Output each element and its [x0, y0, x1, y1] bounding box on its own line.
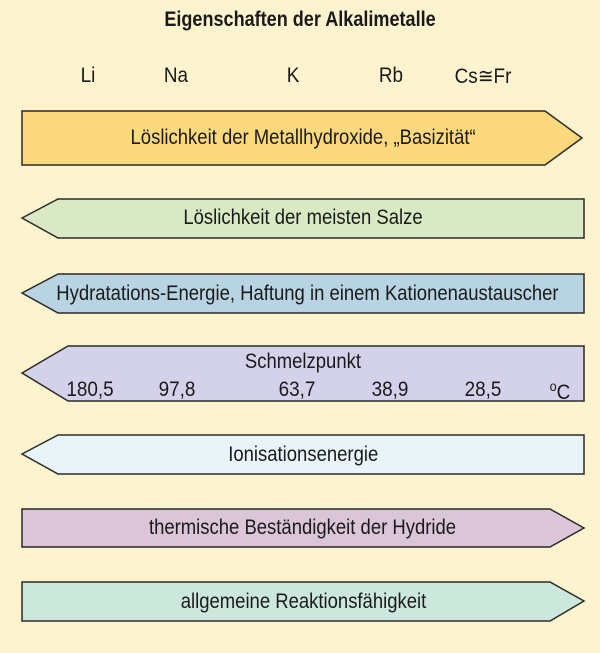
element-label-li: Li — [80, 64, 96, 87]
element-label-na: Na — [163, 64, 189, 87]
melting-point-na: 97,8 — [158, 378, 196, 401]
arrow-label-salt-solubility: Löslichkeit der meisten Salze — [183, 206, 423, 229]
melting-point-rb: 38,9 — [371, 378, 409, 401]
melting-point-unit — [550, 378, 571, 405]
melting-point-li: 180,5 — [66, 378, 114, 401]
celsius-unit: C — [556, 381, 571, 404]
arrow-label-melting-point: Schmelzpunkt — [244, 350, 362, 373]
element-label-rb: Rb — [378, 64, 404, 87]
melting-point-k: 63,7 — [278, 378, 316, 401]
arrow-label-reactivity: allgemeine Reaktionsfähigkeit — [180, 590, 426, 613]
element-label-cs-fr: Cs≅Fr — [454, 65, 512, 88]
arrow-label-ionization-energy: Ionisationsenergie — [227, 443, 378, 466]
melting-point-cs: 28,5 — [464, 378, 502, 401]
arrow-label-hydroxide-solubility: Löslichkeit der Metallhydroxide, „Basizität“ — [130, 126, 476, 149]
element-label-k: K — [286, 64, 300, 87]
arrow-label-hydride-stability: thermische Beständigkeit der Hydride — [149, 516, 457, 539]
diagram-title: Eigenschaften der Alkalimetalle — [164, 8, 436, 31]
degree-sign: o — [549, 378, 557, 394]
arrow-label-hydration-energy: Hydratations-Energie, Haftung in einem Kationenaustauscher — [56, 282, 559, 305]
